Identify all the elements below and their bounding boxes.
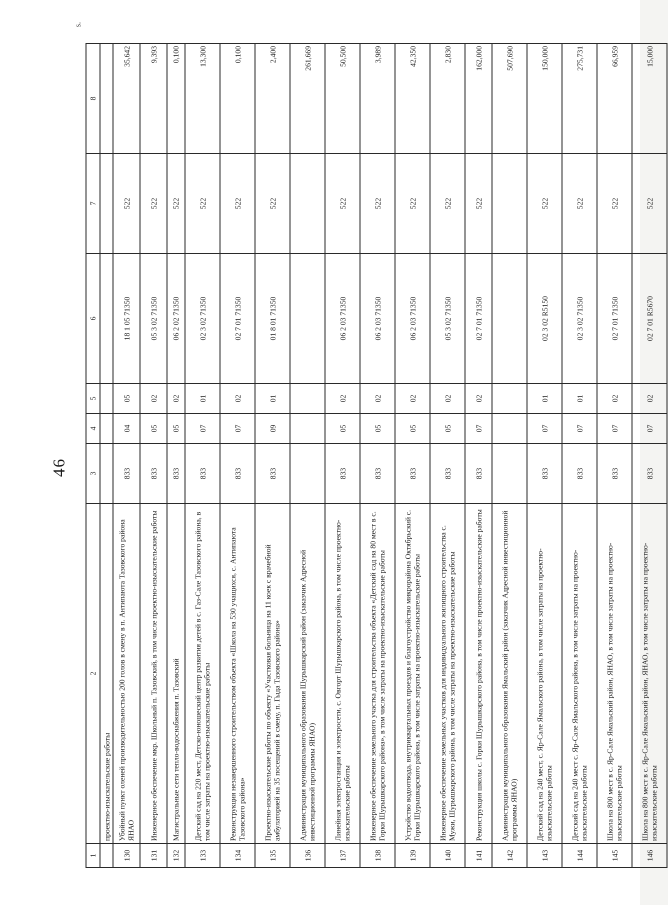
code-section: 07 bbox=[562, 414, 597, 444]
item-name: Линейная электростанция и электросети, с. Овгорт Шурышкарского района, в том числе проектно-изыскательские работы bbox=[325, 504, 360, 844]
code-section: 05 bbox=[325, 414, 360, 444]
code-grbs: 833 bbox=[113, 444, 140, 504]
amount: 507,690 bbox=[492, 44, 527, 154]
code-target bbox=[290, 254, 325, 384]
code-target bbox=[100, 254, 113, 384]
code-subsection: 02 bbox=[220, 384, 255, 414]
row-number: 145 bbox=[597, 844, 632, 868]
item-name: Инженерное обеспечение мкр. Школьный п. Тазовский, в том числе проектно-изыскательские работы bbox=[140, 504, 167, 844]
table-row bbox=[465, 44, 492, 868]
code-expense-type: 522 bbox=[255, 154, 290, 254]
code-expense-type: 522 bbox=[185, 154, 220, 254]
row-number: 144 bbox=[562, 844, 597, 868]
row-number: 140 bbox=[430, 844, 465, 868]
code-expense-type: 522 bbox=[220, 154, 255, 254]
table-row bbox=[527, 44, 562, 868]
code-subsection: 05 bbox=[113, 384, 140, 414]
code-target: 02 3 02 71350 bbox=[562, 254, 597, 384]
row-number bbox=[100, 844, 113, 868]
row-number: 134 bbox=[220, 844, 255, 868]
table-row bbox=[100, 44, 113, 868]
code-expense-type: 522 bbox=[113, 154, 140, 254]
row-number: 143 bbox=[527, 844, 562, 868]
code-grbs: 833 bbox=[255, 444, 290, 504]
code-subsection: 01 bbox=[527, 384, 562, 414]
code-section: 04 bbox=[113, 414, 140, 444]
row-number: 130 bbox=[113, 844, 140, 868]
code-target: 05 3 02 71350 bbox=[430, 254, 465, 384]
code-subsection bbox=[492, 384, 527, 414]
code-section: 07 bbox=[220, 414, 255, 444]
code-expense-type bbox=[290, 154, 325, 254]
code-section: 07 bbox=[185, 414, 220, 444]
item-name: Реконструкция школы с. Горки Шурышкарского района, в том числе проектно-изыскательские работы bbox=[465, 504, 492, 844]
table-row bbox=[167, 44, 185, 868]
code-target: 02 3 02 71350 bbox=[185, 254, 220, 384]
code-expense-type: 522 bbox=[430, 154, 465, 254]
table-row bbox=[325, 44, 360, 868]
table-body bbox=[86, 44, 667, 868]
code-grbs: 833 bbox=[562, 444, 597, 504]
column-number: 8 bbox=[86, 44, 100, 154]
row-number: 135 bbox=[255, 844, 290, 868]
amount bbox=[100, 44, 113, 154]
item-name: Инженерное обеспечение земельного участка для строительства объекта «Детский сад на 80 мест в с. Горки Шурышкарского района», в том числе затраты на проектно-изыскательские работы bbox=[360, 504, 395, 844]
code-grbs: 833 bbox=[360, 444, 395, 504]
code-target: 18 1 05 71350 bbox=[113, 254, 140, 384]
code-section: 05 bbox=[395, 414, 430, 444]
code-subsection bbox=[290, 384, 325, 414]
amount: 150,000 bbox=[527, 44, 562, 154]
column-number: 4 bbox=[86, 414, 100, 444]
amount: 9,393 bbox=[140, 44, 167, 154]
code-expense-type: 522 bbox=[527, 154, 562, 254]
amount: 275,731 bbox=[562, 44, 597, 154]
amount: 0,100 bbox=[220, 44, 255, 154]
row-number: 141 bbox=[465, 844, 492, 868]
row-number: 131 bbox=[140, 844, 167, 868]
item-name: Школа на 800 мест в с. Яр-Сале Ямальский район, ЯНАО, в том числе затраты на проектно-изыскательские работы bbox=[597, 504, 632, 844]
code-grbs: 833 bbox=[220, 444, 255, 504]
corner-mark: s. bbox=[73, 22, 83, 28]
code-target: 01 8 01 71350 bbox=[255, 254, 290, 384]
amount: 2,400 bbox=[255, 44, 290, 154]
code-section: 07 bbox=[597, 414, 632, 444]
amount: 42,350 bbox=[395, 44, 430, 154]
code-section: 07 bbox=[465, 414, 492, 444]
item-name: Администрация муниципального образования Шурышкарский район (заказчик Адресной инвестиционной программы ЯНАО) bbox=[290, 504, 325, 844]
code-expense-type: 522 bbox=[140, 154, 167, 254]
code-section: 05 bbox=[167, 414, 185, 444]
code-grbs: 833 bbox=[597, 444, 632, 504]
column-number: 5 bbox=[86, 384, 100, 414]
item-name: Устройство водоотвода, внутриквартальных проездов и благоустройство микрорайона Октябрьский с. Горки Шурышкарского района, в том числе затраты на проектно-изыскательские работы bbox=[395, 504, 430, 844]
code-section: 09 bbox=[255, 414, 290, 444]
rotated-sheet bbox=[28, 22, 659, 882]
code-expense-type: 522 bbox=[325, 154, 360, 254]
code-subsection: 02 bbox=[632, 384, 667, 414]
amount: 35,642 bbox=[113, 44, 140, 154]
code-grbs: 833 bbox=[167, 444, 185, 504]
code-grbs: 833 bbox=[185, 444, 220, 504]
code-subsection: 02 bbox=[360, 384, 395, 414]
table-row bbox=[255, 44, 290, 868]
code-section: 07 bbox=[527, 414, 562, 444]
item-name: Администрация муниципального образования Ямальский район (заказчик Адресной инвестиционной программы ЯНАО) bbox=[492, 504, 527, 844]
column-number: 7 bbox=[86, 154, 100, 254]
code-subsection: 01 bbox=[185, 384, 220, 414]
item-name: Детский сад на 240 мест, с. Яр-Сале Ямальского района, в том числе затраты на проектно-изыскательские работы bbox=[527, 504, 562, 844]
code-section bbox=[100, 414, 113, 444]
code-grbs bbox=[492, 444, 527, 504]
code-grbs: 833 bbox=[325, 444, 360, 504]
code-subsection: 02 bbox=[395, 384, 430, 414]
code-expense-type: 522 bbox=[167, 154, 185, 254]
page-number: 46 bbox=[49, 458, 69, 477]
row-number: 137 bbox=[325, 844, 360, 868]
code-target: 02 7 01 71350 bbox=[465, 254, 492, 384]
code-grbs: 833 bbox=[140, 444, 167, 504]
code-grbs: 833 bbox=[465, 444, 492, 504]
code-target bbox=[492, 254, 527, 384]
code-subsection: 01 bbox=[562, 384, 597, 414]
code-subsection bbox=[100, 384, 113, 414]
code-section: 05 bbox=[360, 414, 395, 444]
code-section: 05 bbox=[430, 414, 465, 444]
row-number: 142 bbox=[492, 844, 527, 868]
column-number: 3 bbox=[86, 444, 100, 504]
table-row bbox=[492, 44, 527, 868]
table-row bbox=[140, 44, 167, 868]
amount: 15,000 bbox=[632, 44, 667, 154]
code-target: 02 7 01 R5670 bbox=[632, 254, 667, 384]
item-name: Убойный пункт оленей производительностью 200 голов в смену в п. Антипаюта Тазовского района ЯНАО bbox=[113, 504, 140, 844]
item-name: Магистральные сети тепло-водоснабжения п. Тазовский bbox=[167, 504, 185, 844]
amount: 50,500 bbox=[325, 44, 360, 154]
code-subsection: 02 bbox=[325, 384, 360, 414]
code-target: 06 2 02 71350 bbox=[167, 254, 185, 384]
code-expense-type: 522 bbox=[597, 154, 632, 254]
code-target: 02 7 01 71350 bbox=[220, 254, 255, 384]
amount: 3,989 bbox=[360, 44, 395, 154]
item-name: проектно-изыскательские работы bbox=[100, 504, 113, 844]
column-number: 1 bbox=[86, 844, 100, 868]
code-section bbox=[290, 414, 325, 444]
item-name: Детский сад на 240 мест с. Яр-Сале Ямальского района, в том числе затраты на проектно-изыскательские работы bbox=[562, 504, 597, 844]
item-name: Реконструкция незавершенного строительством объекта «Школа на 530 учащихся, с. Антипаюта Тазовского района» bbox=[220, 504, 255, 844]
code-expense-type bbox=[492, 154, 527, 254]
column-number: 6 bbox=[86, 254, 100, 384]
code-section: 07 bbox=[632, 414, 667, 444]
table-row bbox=[562, 44, 597, 868]
code-expense-type: 522 bbox=[395, 154, 430, 254]
code-expense-type: 522 bbox=[562, 154, 597, 254]
code-subsection: 02 bbox=[430, 384, 465, 414]
code-target: 02 3 02 R5150 bbox=[527, 254, 562, 384]
item-name: Проектно-изыскательские работы по объекту «Участковая больница на 11 коек с врачебной амбулаторией на 35 посещений в смену, п. Гыда Тазовского района» bbox=[255, 504, 290, 844]
table-row bbox=[597, 44, 632, 868]
table-row bbox=[220, 44, 255, 868]
table-row bbox=[632, 44, 667, 868]
code-subsection: 02 bbox=[140, 384, 167, 414]
code-target: 02 7 01 71350 bbox=[597, 254, 632, 384]
code-grbs: 833 bbox=[430, 444, 465, 504]
amount: 261,669 bbox=[290, 44, 325, 154]
code-subsection: 02 bbox=[597, 384, 632, 414]
code-expense-type: 522 bbox=[465, 154, 492, 254]
row-number: 132 bbox=[167, 844, 185, 868]
code-grbs bbox=[100, 444, 113, 504]
amount: 2,830 bbox=[430, 44, 465, 154]
table-row bbox=[430, 44, 465, 868]
code-target: 05 3 02 71350 bbox=[140, 254, 167, 384]
item-name: Школа на 800 мест в с. Яр-Сале Ямальский район, ЯНАО, в том числе затраты на проектно-изыскательские работы bbox=[632, 504, 667, 844]
amount: 162,000 bbox=[465, 44, 492, 154]
code-expense-type bbox=[100, 154, 113, 254]
row-number: 133 bbox=[185, 844, 220, 868]
budget-table bbox=[86, 43, 668, 868]
code-grbs: 833 bbox=[395, 444, 430, 504]
code-target: 06 2 03 71350 bbox=[395, 254, 430, 384]
row-number: 138 bbox=[360, 844, 395, 868]
table-row bbox=[113, 44, 140, 868]
table-row bbox=[185, 44, 220, 868]
code-target: 06 2 03 71350 bbox=[360, 254, 395, 384]
amount: 13,300 bbox=[185, 44, 220, 154]
item-name: Инженерное обеспечение земельных участков для индивидуального жилищного строительства с. Мужи, Шурышкарского района, в том числе затраты на проектно-изыскательские работы bbox=[430, 504, 465, 844]
code-section bbox=[492, 414, 527, 444]
column-number: 2 bbox=[86, 504, 100, 844]
code-subsection: 02 bbox=[465, 384, 492, 414]
code-expense-type: 522 bbox=[632, 154, 667, 254]
item-name: Детский сад на 220 мест, Детско-юношеский центр развития детей в с. Газ-Сале Тазовского района, в том числе затраты на проектно-изыскательские работы bbox=[185, 504, 220, 844]
code-subsection: 02 bbox=[167, 384, 185, 414]
code-subsection: 01 bbox=[255, 384, 290, 414]
row-number: 136 bbox=[290, 844, 325, 868]
table-row bbox=[290, 44, 325, 868]
code-expense-type: 522 bbox=[360, 154, 395, 254]
amount: 66,959 bbox=[597, 44, 632, 154]
table-header-row bbox=[86, 44, 100, 868]
row-number: 139 bbox=[395, 844, 430, 868]
table-row bbox=[395, 44, 430, 868]
row-number: 146 bbox=[632, 844, 667, 868]
code-target: 06 2 03 71350 bbox=[325, 254, 360, 384]
code-grbs: 833 bbox=[632, 444, 667, 504]
code-grbs: 833 bbox=[527, 444, 562, 504]
table-row bbox=[360, 44, 395, 868]
amount: 0,100 bbox=[167, 44, 185, 154]
code-section: 05 bbox=[140, 414, 167, 444]
code-grbs bbox=[290, 444, 325, 504]
